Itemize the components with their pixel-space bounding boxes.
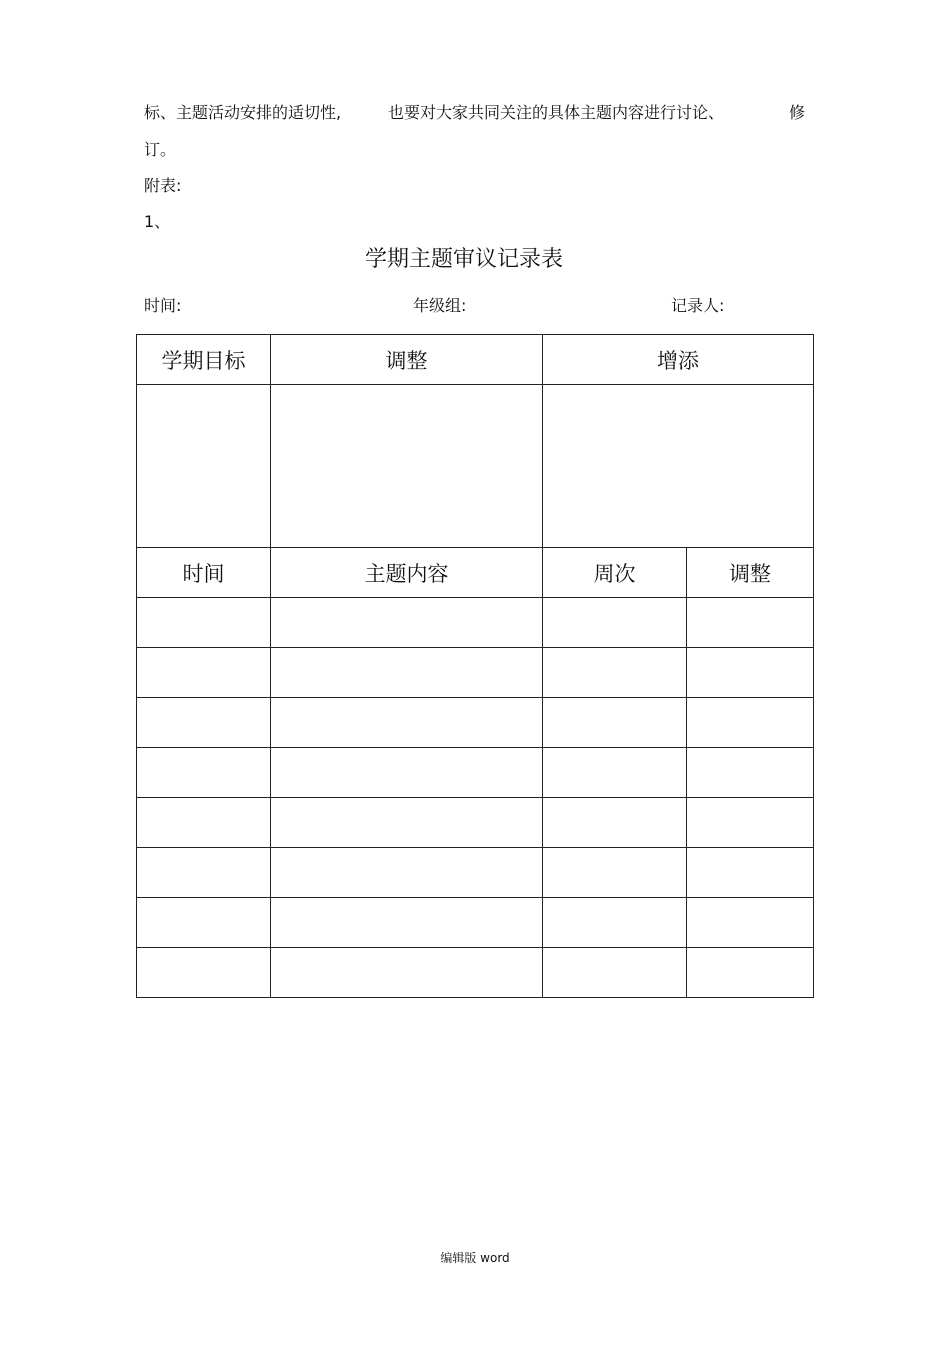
time-cell[interactable] bbox=[137, 798, 271, 848]
table-row bbox=[137, 648, 814, 698]
table-row bbox=[137, 948, 814, 998]
time-label: 时间: bbox=[144, 296, 182, 315]
top-header-row bbox=[137, 335, 814, 385]
grade-label: 年级组: bbox=[413, 296, 467, 315]
form-title: 学期主题审议记录表 bbox=[364, 247, 563, 272]
header-theme-content: 主题内容 bbox=[271, 548, 543, 598]
header-adjust-2: 调整 bbox=[687, 548, 814, 598]
intro-line-1b: 也要对大家共同关注的具体主题内容进行讨论、 bbox=[388, 103, 725, 122]
theme-content-cell[interactable] bbox=[271, 598, 543, 648]
week-cell[interactable] bbox=[543, 948, 687, 998]
week-cell[interactable] bbox=[543, 698, 687, 748]
adjust-cell[interactable] bbox=[687, 898, 814, 948]
goal-cell[interactable] bbox=[137, 385, 271, 548]
time-cell[interactable] bbox=[137, 598, 271, 648]
appendix-label: 附表: bbox=[144, 176, 182, 195]
table-row bbox=[137, 748, 814, 798]
goal-entry-row bbox=[137, 385, 814, 548]
adjust-cell[interactable] bbox=[687, 598, 814, 648]
theme-content-cell[interactable] bbox=[271, 948, 543, 998]
table-row bbox=[137, 898, 814, 948]
week-cell[interactable] bbox=[543, 598, 687, 648]
week-cell[interactable] bbox=[543, 848, 687, 898]
theme-content-cell[interactable] bbox=[271, 648, 543, 698]
intro-line-1a: 标、主题活动安排的适切性, bbox=[144, 103, 342, 122]
item-number: 1、 bbox=[144, 212, 171, 231]
week-cell[interactable] bbox=[543, 798, 687, 848]
theme-content-cell[interactable] bbox=[271, 748, 543, 798]
theme-content-cell[interactable] bbox=[271, 698, 543, 748]
table-row bbox=[137, 598, 814, 648]
time-cell[interactable] bbox=[137, 948, 271, 998]
header-time: 时间 bbox=[137, 548, 271, 598]
time-cell[interactable] bbox=[137, 648, 271, 698]
intro-line-1c: 修 bbox=[789, 103, 806, 122]
adjust-cell[interactable] bbox=[687, 648, 814, 698]
time-cell[interactable] bbox=[137, 898, 271, 948]
time-cell[interactable] bbox=[137, 848, 271, 898]
header-week: 周次 bbox=[543, 548, 687, 598]
intro-line-2: 订。 bbox=[144, 140, 177, 159]
time-cell[interactable] bbox=[137, 748, 271, 798]
theme-content-cell[interactable] bbox=[271, 798, 543, 848]
adjust-cell[interactable] bbox=[687, 798, 814, 848]
adjust-cell[interactable] bbox=[687, 848, 814, 898]
add-cell[interactable] bbox=[543, 385, 814, 548]
theme-content-cell[interactable] bbox=[271, 898, 543, 948]
time-cell[interactable] bbox=[137, 698, 271, 748]
week-cell[interactable] bbox=[543, 748, 687, 798]
adjust-cell[interactable] bbox=[687, 948, 814, 998]
table-row bbox=[137, 848, 814, 898]
table-row bbox=[137, 798, 814, 848]
week-cell[interactable] bbox=[543, 898, 687, 948]
footer-text: 编辑版 word bbox=[440, 1251, 510, 1265]
adjust-cell[interactable] bbox=[271, 385, 543, 548]
review-record-table bbox=[136, 334, 814, 998]
adjust-cell[interactable] bbox=[687, 698, 814, 748]
table-row bbox=[137, 698, 814, 748]
header-adjust: 调整 bbox=[271, 335, 543, 385]
bottom-header-row bbox=[137, 548, 814, 598]
header-add: 增添 bbox=[543, 335, 814, 385]
header-semester-goal: 学期目标 bbox=[137, 335, 271, 385]
theme-content-cell[interactable] bbox=[271, 848, 543, 898]
week-cell[interactable] bbox=[543, 648, 687, 698]
adjust-cell[interactable] bbox=[687, 748, 814, 798]
recorder-label: 记录人: bbox=[671, 296, 725, 315]
